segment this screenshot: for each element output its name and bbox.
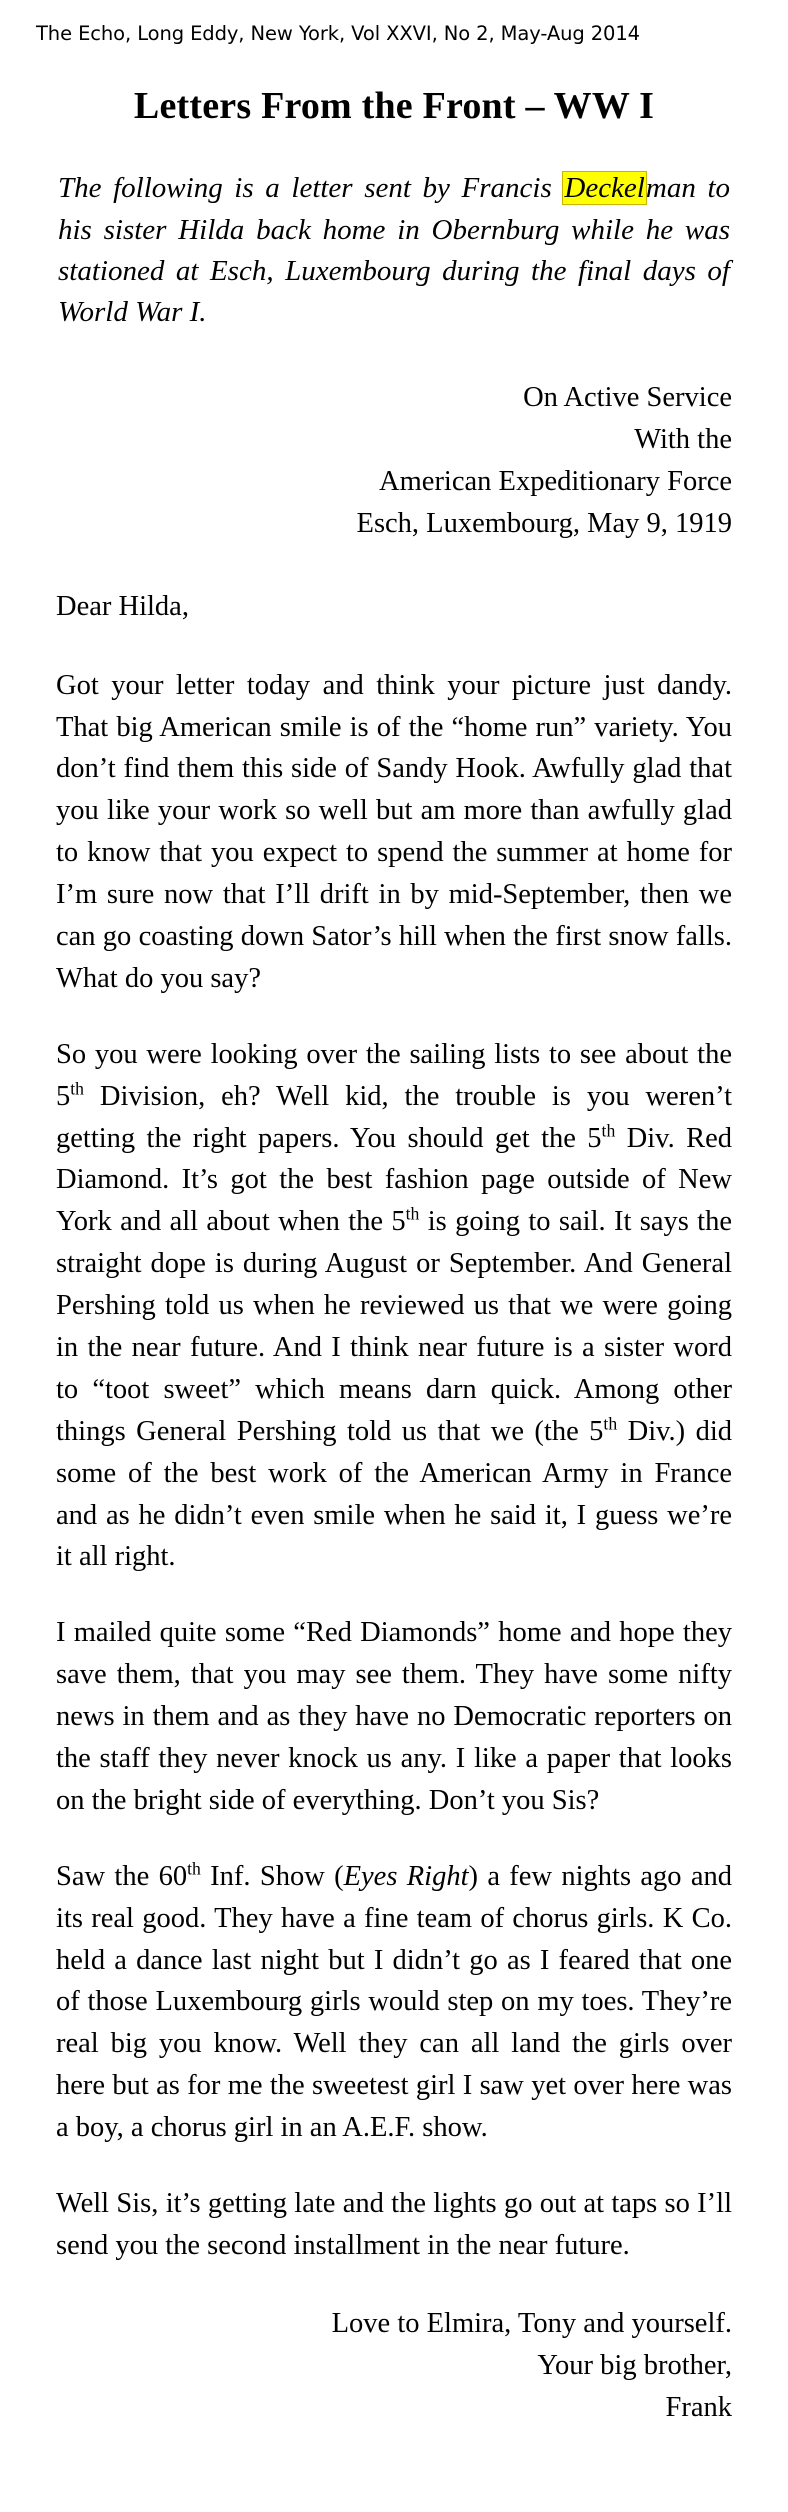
ordinal-suffix: th [187, 1858, 201, 1879]
address-line-3: American Expeditionary Force [379, 465, 732, 497]
letter-address-block [34, 377, 732, 545]
par4-segment-b: Inf. Show ( [200, 1860, 344, 1892]
closing-line-1: Love to Elmira, Tony and yourself. [331, 2307, 732, 2339]
address-line-2: With the [634, 423, 732, 455]
intro-text-part1: The following is a letter sent by Francis [58, 172, 564, 205]
letter-paragraph-3: I mailed quite some “Red Diamonds” home and hope they save them, that you may see them. They have some nifty news in them and as they have no Democratic reporters on the staff they never knock us any. I like a paper that looks on the bright side of everything. Don’t you Sis? [56, 1617, 732, 1816]
par2-segment-e: Div.) did some of the best work of the American Army in France and as he didn’t even smile when he said it, I guess we’re it all right. [56, 1415, 732, 1573]
ordinal-suffix: th [603, 1413, 618, 1434]
letter-paragraph-2 [56, 1034, 732, 1579]
masthead-line: The Echo, Long Eddy, New York, Vol XXVI, No 2, May-Aug 2014 [36, 22, 640, 45]
address-line-4: Esch, Luxembourg, May 9, 1919 [356, 507, 732, 539]
letter-paragraph-4 [56, 1856, 732, 2149]
par4-segment-a: Saw the 60 [56, 1860, 188, 1892]
closing-line-2: Your big brother, [537, 2349, 732, 2381]
ordinal-suffix: th [70, 1078, 84, 1099]
par2-segment-a: So you were looking over the sailing lists to see about the 5 [56, 1038, 732, 1112]
ordinal-suffix: th [405, 1203, 420, 1224]
par2-segment-c: Div. Red Diamond. It’s got the best fashion page outside of New York and all about when the 5 [56, 1122, 733, 1238]
letter-paragraph-1: Got your letter today and think your picture just dandy. That big American smile is of the “home run” variety. You don’t find them this side of Sandy Hook. Awfully glad that you like your work so well but am more than awfully glad to know that you expect to spend the summer at home for I’m sure now that I’ll drift in by mid-September, then we can go coasting down Sator’s hill when the first snow falls. What do you say? [56, 669, 732, 994]
page-title: Letters From the Front – WW I [133, 85, 655, 128]
letter-closing-block [34, 2303, 732, 2429]
par4-segment-c: ) a few nights ago and its real good. They have a fine team of chorus girls. K Co. held a dance last night but I didn’t go as I feared that one of those Luxembourg girls would step on my toes. They’re real big you know. Well they can all land the girls over here but as for me the sweetest girl I saw yet over here was a boy, a chorus girl in an A.E.F. show. [56, 1860, 733, 2144]
letter-paragraph-5: Well Sis, it’s getting late and the lights go out at taps so I’ll send you the second installment in the near future. [56, 2188, 732, 2261]
address-line-1: On Active Service [523, 382, 732, 414]
highlighted-surname: Deckel [564, 172, 645, 205]
par2-segment-d: is going to sail. It says the straight dope is during August or September. And General Pershing told us when he reviewed us that we were going in the near future. And I think near future is a sister word to “toot sweet” which means darn quick. Among other things General Pershing told us that we (the 5 [56, 1206, 732, 1447]
closing-signature: Frank [665, 2391, 732, 2423]
intro-text-part2: man to his sister Hilda back home in Obernburg while he was stationed at Esch, Luxembourg during the final days of World War I. [58, 172, 730, 328]
par2-segment-b: Division, eh? Well kid, the trouble is you weren’t getting the right papers. You should get the 5 [56, 1080, 732, 1154]
salutation: Dear Hilda, [56, 590, 189, 622]
intro-paragraph [58, 168, 730, 333]
ordinal-suffix: th [601, 1120, 616, 1141]
show-title: Eyes Right [343, 1860, 469, 1892]
